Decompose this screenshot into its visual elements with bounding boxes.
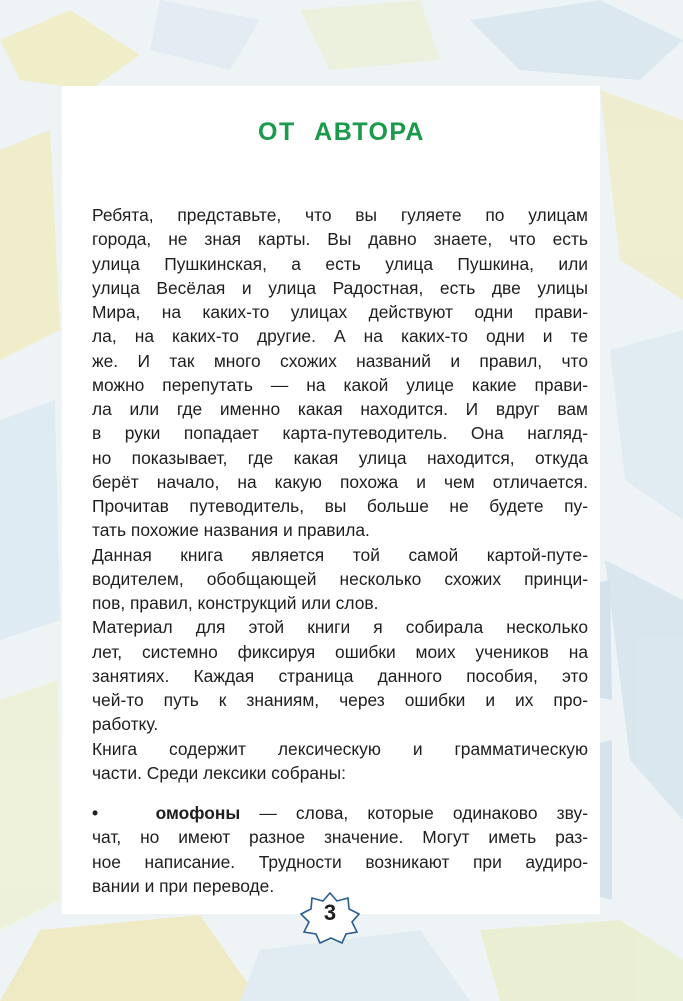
text-line: в руки попадает карта-путеводитель. Она нагляд-	[92, 423, 588, 444]
text-line: чат, но имеют разное значение. Могут иметь раз-	[92, 827, 588, 848]
spacer	[92, 785, 588, 801]
bullet-term: омофоны	[155, 803, 241, 823]
text-line: берёт начало, на какую похожа и чем отличается.	[92, 471, 588, 492]
text-line: Мира, на каких-то улицах действуют одни прави-	[92, 302, 588, 322]
text-line: Данная книга является той самой картой-путе-	[92, 544, 588, 565]
paragraph-3	[92, 615, 588, 736]
text-line: работку.	[92, 714, 159, 735]
text-line: ное написание. Трудности возникают при аудиро-	[92, 851, 588, 872]
text-line: вании и при переводе.	[92, 875, 275, 896]
text-line: пов, правил, конструкций или слов.	[92, 593, 379, 613]
page-title: ОТ АВТОРА	[258, 118, 425, 146]
paragraph-4	[92, 737, 588, 786]
text-line: лет, системно фиксируя ошибки моих учеников на	[92, 641, 588, 662]
text-line: улица Пушкинская, а есть улица Пушкина, или	[92, 253, 588, 274]
bullet-first-line-text: — слова, которые одинаково зву-	[240, 803, 588, 823]
text-line: части. Среди лексики собраны:	[92, 762, 346, 783]
bullet-first-line	[92, 801, 588, 825]
text-line: занятиях. Каждая страница данного пособия, это	[92, 665, 588, 686]
text-line: же. И так много схожих названий и правил, что	[92, 350, 588, 371]
paragraph-2	[92, 543, 588, 616]
bullet-marker: •	[92, 803, 99, 823]
text-line: тать похожие названия и правила.	[92, 520, 370, 541]
paragraph-1	[92, 203, 588, 543]
text-line: чей-то путь к знаниям, через ошибки и их про-	[92, 690, 588, 710]
text-line: ла, на каких-то другие. А на каких-то одни и те	[92, 326, 588, 347]
body-text	[92, 203, 588, 898]
text-line: улица Весёлая и улица Радостная, есть две улицы	[92, 277, 588, 298]
text-line: Материал для этой книги я собирала несколько	[92, 617, 588, 638]
text-line: можно перепутать — на какой улице какие прави-	[92, 374, 588, 395]
bullet-item-homophones	[92, 801, 588, 898]
text-line: Ребята, представьте, что вы гуляете по улицам	[92, 205, 588, 225]
text-line: города, не зная карты. Вы давно знаете, что есть	[92, 229, 588, 250]
text-line: но показывает, где какая улица находится, откуда	[92, 447, 588, 468]
page-number: 3	[323, 900, 337, 925]
text-line: водителем, обобщающей несколько схожих принци-	[92, 568, 588, 589]
text-line: Книга содержит лексическую и грамматическую	[92, 738, 588, 759]
text-line: ла или где именно какая находится. И вдруг вам	[92, 399, 588, 419]
text-line: Прочитав путеводитель, вы больше не будете пу-	[92, 496, 588, 516]
